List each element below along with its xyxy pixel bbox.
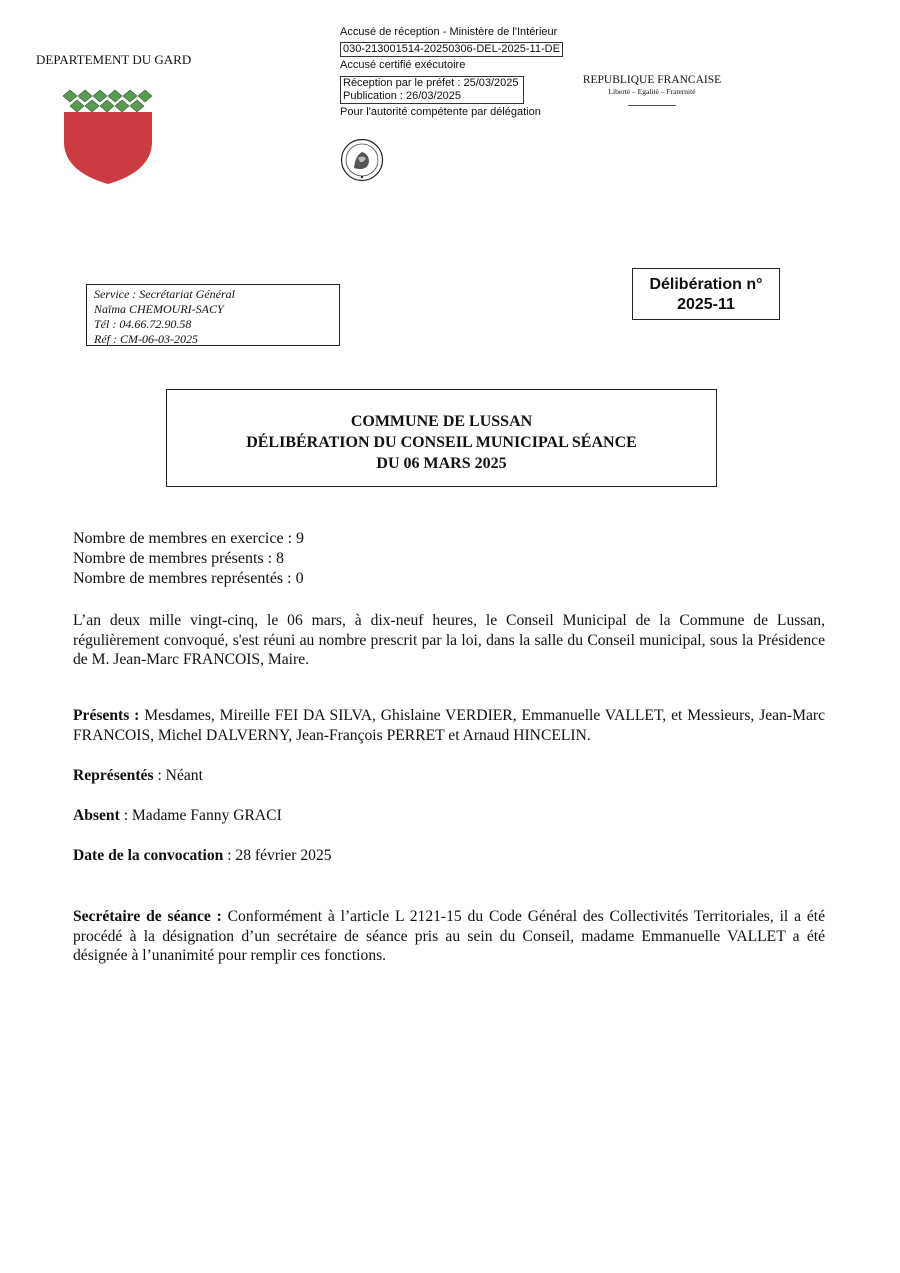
presents-label: Présents : bbox=[73, 707, 140, 724]
secretary-text: Conformément à l’article L 2121-15 du Code Général des Collectivités Territoriales, il a été procédé à la désignation d’un secrétaire de séance pris au sein du Conseil, madame Emmanuelle VALLET a été désignée à l’unanimité pour remplir ces fonctions. bbox=[73, 908, 825, 964]
member-counts bbox=[73, 529, 304, 589]
presents-list: Mesdames, Mireille FEI DA SILVA, Ghislaine VERDIER, Emmanuelle VALLET, et Messieurs, Jean-Marc FRANCOIS, Michel DALVERNY, Jean-François PERRET et Arnaud HINCELIN. bbox=[73, 707, 825, 744]
stamp-dates-box bbox=[340, 76, 524, 104]
title-deliberation: DÉLIBÉRATION DU CONSEIL MUNICIPAL SÉANCE bbox=[246, 434, 637, 451]
reception-stamp bbox=[340, 26, 563, 119]
republique-divider bbox=[628, 105, 676, 106]
stamp-reception-date: Réception par le préfet : 25/03/2025 bbox=[343, 77, 519, 89]
absent-value: : Madame Fanny GRACI bbox=[119, 807, 282, 824]
represented-paragraph bbox=[73, 766, 825, 786]
convocation-label: Date de la convocation bbox=[73, 847, 224, 864]
service-phone: Tél : 04.66.72.90.58 bbox=[94, 317, 192, 331]
department-name: DEPARTEMENT DU GARD bbox=[36, 52, 192, 67]
absent-paragraph bbox=[73, 806, 825, 826]
document-title-box bbox=[166, 389, 717, 487]
marianne-seal-icon bbox=[340, 138, 384, 182]
stamp-certified-line: Accusé certifié exécutoire bbox=[340, 59, 466, 71]
intro-paragraph: L’an deux mille vingt-cinq, le 06 mars, à dix-neuf heures, le Conseil Municipal de la Commune de Lussan, régulièrement convoqué, s'est réuni au nombre prescrit par la loi, dans la salle du Conseil municipal, sous la Présidence de M. Jean-Marc FRANCOIS, Maire. bbox=[73, 612, 825, 668]
secretary-paragraph bbox=[73, 907, 825, 966]
service-contact-name: Naïma CHEMOURI-SACY bbox=[94, 302, 224, 316]
republique-header bbox=[562, 74, 742, 106]
stamp-ministry-line: Accusé de réception - Ministère de l'Intérieur bbox=[340, 26, 558, 38]
service-box bbox=[86, 284, 340, 346]
title-date: DU 06 MARS 2025 bbox=[376, 455, 507, 472]
stamp-publication-date: Publication : 26/03/2025 bbox=[343, 90, 462, 102]
count-present: Nombre de membres présents : 8 bbox=[73, 550, 285, 567]
gard-coat-of-arms-icon bbox=[62, 86, 154, 186]
service-reference: Réf : CM-06-03-2025 bbox=[94, 332, 198, 346]
title-commune: COMMUNE DE LUSSAN bbox=[350, 413, 533, 430]
presents-paragraph bbox=[73, 706, 825, 745]
absent-label: Absent bbox=[73, 807, 120, 824]
republique-title: REPUBLIQUE FRANCAISE bbox=[582, 74, 722, 86]
stamp-act-id: 030-213001514-20250306-DEL-2025-11-DE bbox=[340, 42, 563, 57]
convocation-date: : 28 février 2025 bbox=[223, 847, 332, 864]
count-represented: Nombre de membres représentés : 0 bbox=[73, 570, 304, 587]
deliberation-label: Délibération n° bbox=[649, 276, 763, 293]
deliberation-number: 2025-11 bbox=[677, 296, 735, 313]
secretary-label: Secrétaire de séance : bbox=[73, 908, 222, 925]
count-in-office: Nombre de membres en exercice : 9 bbox=[73, 530, 305, 547]
represented-value: : Néant bbox=[153, 767, 203, 784]
deliberation-number-box bbox=[632, 268, 780, 320]
represented-label: Représentés bbox=[73, 767, 154, 784]
convocation-paragraph bbox=[73, 846, 825, 866]
service-line: Service : Secrétariat Général bbox=[94, 287, 235, 301]
republique-motto: Liberté – Egalité – Fraternité bbox=[608, 87, 696, 96]
stamp-authority-line: Pour l'autorité compétente par délégation bbox=[340, 106, 541, 118]
